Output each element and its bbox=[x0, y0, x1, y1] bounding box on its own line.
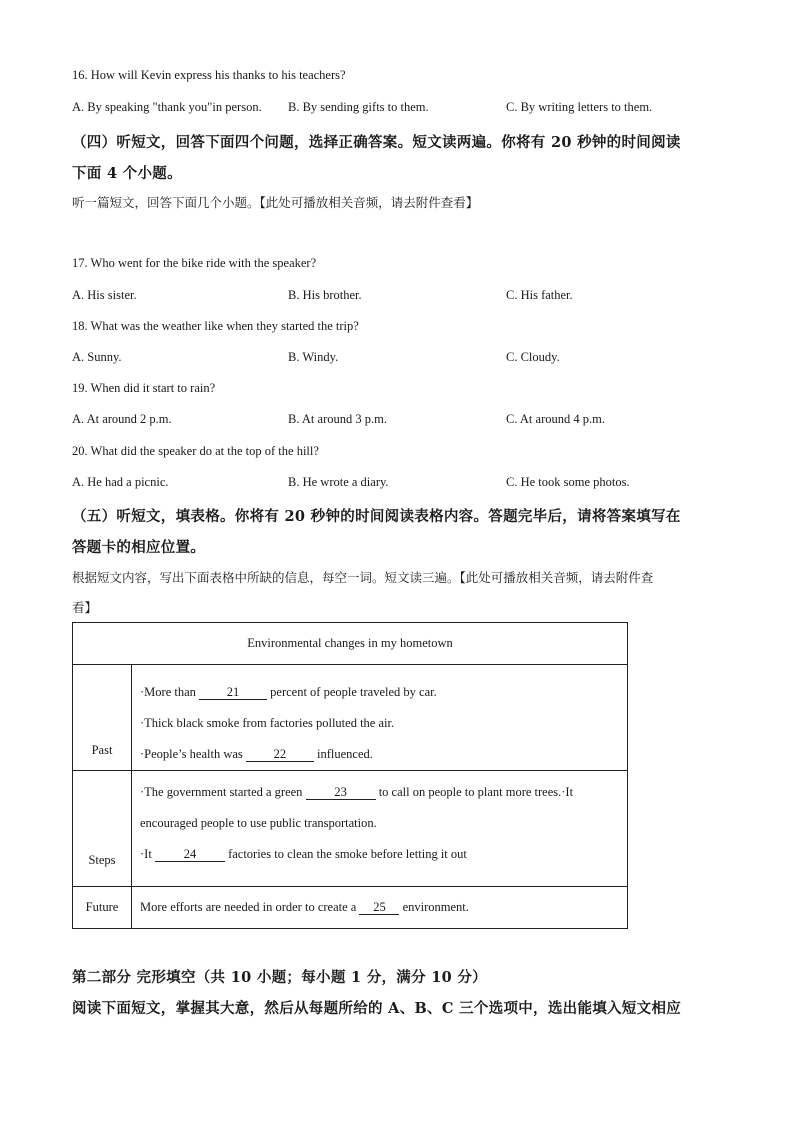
option-18a: A. Sunny. bbox=[72, 350, 122, 364]
option-17c: C. His father. bbox=[506, 288, 573, 302]
past-line-3: ·People’s health was 22 influenced. bbox=[140, 747, 373, 761]
blank-22: 22 bbox=[246, 748, 314, 762]
steps-content bbox=[132, 771, 628, 887]
option-17b: B. His brother. bbox=[288, 288, 362, 302]
blank-23: 23 bbox=[306, 786, 376, 800]
option-20c: C. He took some photos. bbox=[506, 475, 630, 489]
option-19a: A. At around 2 p.m. bbox=[72, 412, 172, 426]
option-19b: B. At around 3 p.m. bbox=[288, 412, 387, 426]
row-label-future: Future bbox=[73, 887, 132, 929]
question-16: 16. How will Kevin express his thanks to his teachers? bbox=[72, 68, 346, 82]
question-20: 20. What did the speaker do at the top of the hill? bbox=[72, 444, 319, 458]
steps-line-3: ·It 24 factories to clean the smoke before letting it out bbox=[140, 847, 467, 861]
blank-24: 24 bbox=[155, 848, 225, 862]
blank-21: 21 bbox=[199, 686, 267, 700]
past-line-1: ·More than 21 percent of people traveled by car. bbox=[140, 685, 437, 699]
option-18c: C. Cloudy. bbox=[506, 350, 560, 364]
option-19c: C. At around 4 p.m. bbox=[506, 412, 605, 426]
table-row-past bbox=[73, 665, 628, 771]
question-19: 19. When did it start to rain? bbox=[72, 381, 216, 395]
table-row-steps bbox=[73, 771, 628, 887]
environment-table bbox=[72, 622, 628, 929]
row-label-steps: Steps bbox=[73, 771, 132, 887]
option-20b: B. He wrote a diary. bbox=[288, 475, 389, 489]
past-content bbox=[132, 665, 628, 771]
option-16c: C. By writing letters to them. bbox=[506, 100, 653, 114]
section-5-heading-line2: 答题卡的相应位置。 bbox=[72, 539, 206, 556]
option-16a: A. By speaking "thank you"in person. bbox=[72, 100, 262, 114]
table-title: Environmental changes in my hometown bbox=[73, 623, 628, 665]
section-4-heading-line2: 下面 4 个小题。 bbox=[72, 165, 182, 182]
option-17a: A. His sister. bbox=[72, 288, 137, 302]
table-row-future bbox=[73, 887, 628, 929]
section-5-note-line2: 看】 bbox=[72, 600, 98, 615]
question-18: 18. What was the weather like when they started the trip? bbox=[72, 319, 359, 333]
option-20a: A. He had a picnic. bbox=[72, 475, 169, 489]
section-4-note: 听一篇短文，回答下面几个小题。【此处可播放相关音频，请去附件查看】 bbox=[72, 195, 479, 210]
part-2-intro: 阅读下面短文，掌握其大意，然后从每题所给的 A、B、C 三个选项中，选出能填入短文相应 bbox=[72, 1000, 682, 1017]
steps-line-2: encouraged people to use public transportation. bbox=[140, 816, 377, 830]
past-line-2: ·Thick black smoke from factories polluted the air. bbox=[140, 716, 395, 730]
blank-25: 25 bbox=[359, 901, 399, 915]
future-content: More efforts are needed in order to create a 25 environment. bbox=[132, 887, 628, 929]
option-18b: B. Windy. bbox=[288, 350, 339, 364]
section-5-heading-line1: （五）听短文，填表格。你将有 20 秒钟的时间阅读表格内容。答题完毕后，请将答案填写在 bbox=[72, 508, 681, 525]
part-2-heading: 第二部分 完形填空（共 10 小题；每小题 1 分，满分 10 分） bbox=[72, 969, 487, 986]
row-label-past: Past bbox=[73, 665, 132, 771]
section-4-heading-line1: （四）听短文，回答下面四个问题，选择正确答案。短文读两遍。你将有 20 秒钟的时间阅读 bbox=[72, 134, 681, 151]
steps-line-1: ·The government started a green 23 to call on people to plant more trees.·It bbox=[140, 785, 574, 799]
section-5-note-line1: 根据短文内容，写出下面表格中所缺的信息，每空一词。短文读三遍。【此处可播放相关音频，请去附件查 bbox=[72, 570, 654, 585]
option-16b: B. By sending gifts to them. bbox=[288, 100, 429, 114]
question-17: 17. Who went for the bike ride with the speaker? bbox=[72, 256, 317, 270]
